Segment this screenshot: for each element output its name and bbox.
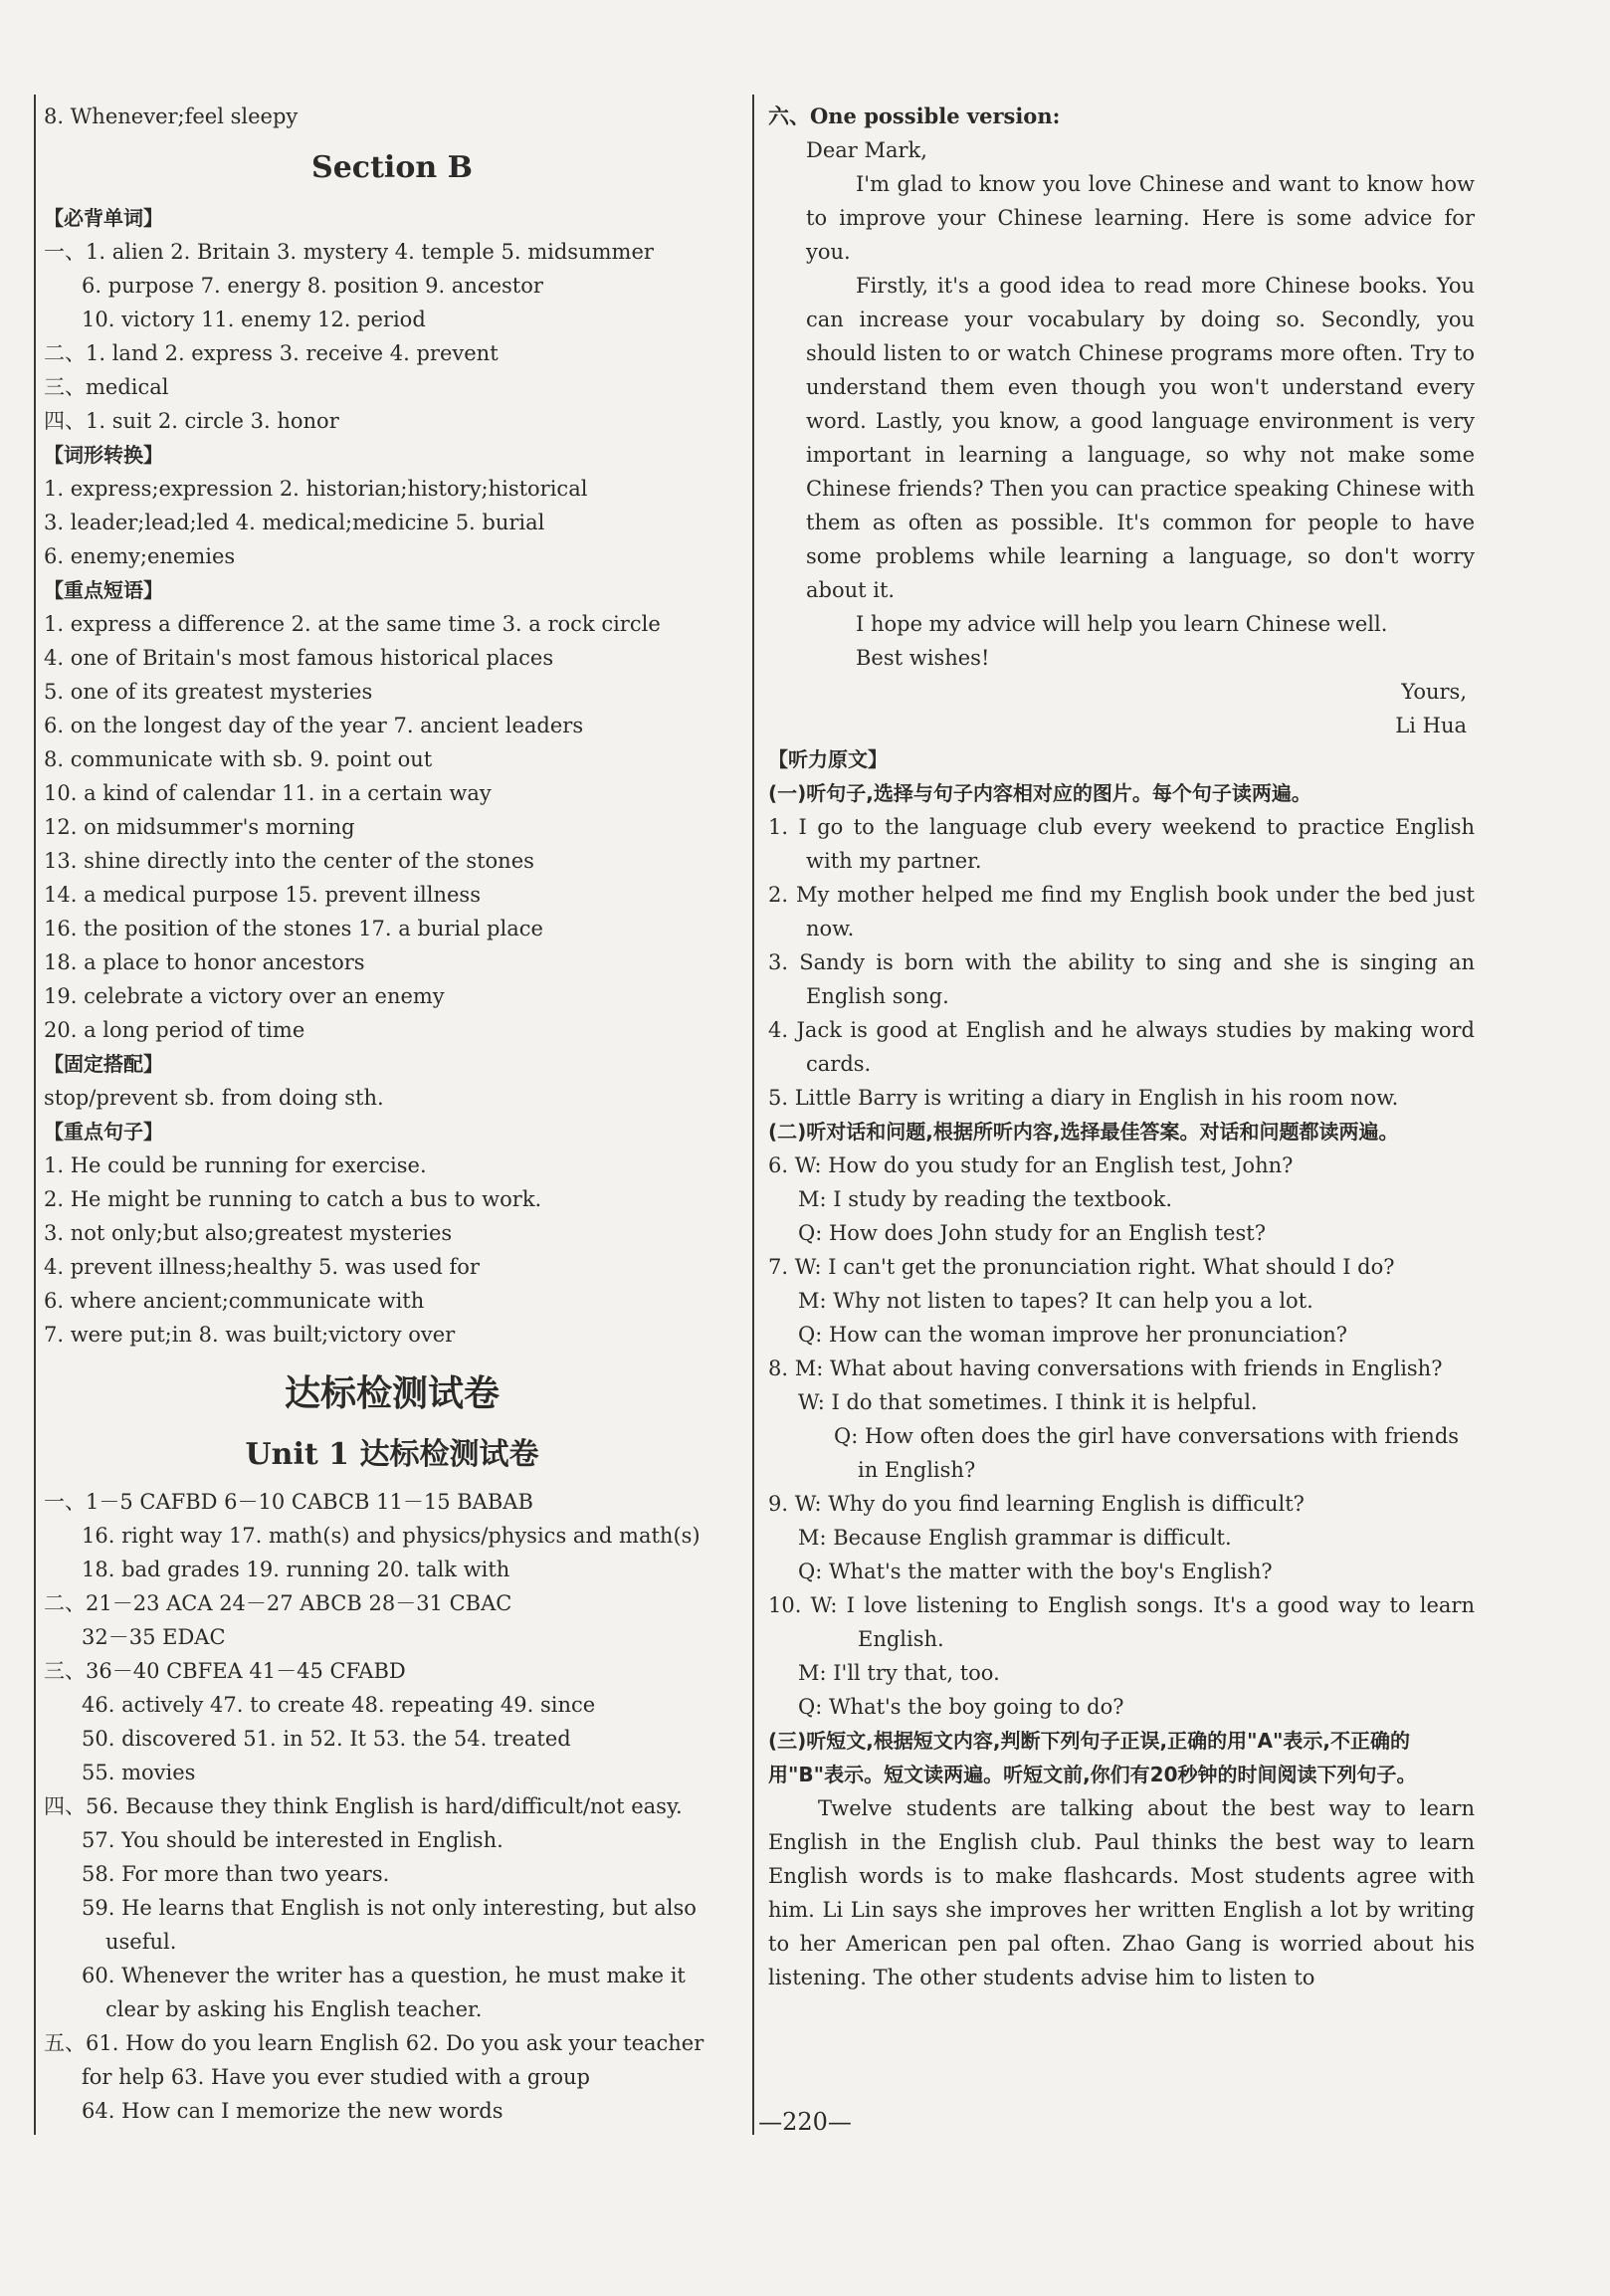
tag-word-forms: 【词形转换】 [44, 443, 163, 467]
section-b-heading: Section B [311, 150, 473, 185]
answer-line: 57. You should be interested in English. [82, 1828, 503, 1852]
listening-part1-instruction: (一)听句子,选择与句子内容相对应的图片。每个句子读两遍。 [768, 781, 1311, 805]
answer-line: 二、1. land 2. express 3. receive 4. prevent [44, 341, 499, 365]
listening-part3-instruction: (三)听短文,根据短文内容,判断下列句子正误,正确的用"A"表示,不正确的用"B"表示。短文读两遍。听短文前,你们有20秒钟的时间阅读下列句子。 [768, 1729, 1417, 1786]
listening-part2-instruction: (二)听对话和问题,根据所听内容,选择最佳答案。对话和问题都读两遍。 [768, 1120, 1399, 1144]
letter-paragraph: Firstly, it's a good idea to read more Chinese books. You can increase your vocabulary by doing so. Secondly, you should listen to or watch Chinese programs more often. Try to understand them even though you won't understand every word. Lastly, you know, a good language environment is very important in learning a language, so why not make some Chinese friends? Then you can practice speaking Chinese with them as often as possible. It's common for people to have some problems while learning a language, so don't worry about it. [806, 274, 1475, 602]
tag-must-words: 【必背单词】 [44, 206, 163, 230]
dialogue-line: 8. M: What about having conversations with friends in English? [768, 1357, 1443, 1380]
answer-line: 6. purpose 7. energy 8. position 9. ancestor [82, 274, 543, 298]
answer-line: 8. Whenever;feel sleepy [44, 104, 299, 128]
dialogue-line: 9. W: Why do you find learning English is difficult? [768, 1492, 1305, 1516]
answer-line: 三、medical [44, 375, 169, 399]
answer-line: 8. communicate with sb. 9. point out [44, 747, 433, 771]
unit-test-title: Unit 1 达标检测试卷 [245, 1437, 539, 1472]
letter-yours: Yours, [1401, 680, 1467, 704]
tag-key-phrases: 【重点短语】 [44, 578, 163, 602]
right-column [768, 100, 1475, 1994]
dialogue-line: M: I'll try that, too. [798, 1661, 1000, 1685]
dialogue-line: Q: How often does the girl have conversations with friends in English? [834, 1424, 1460, 1482]
left-column [44, 100, 740, 2128]
dialogue-line: Q: What's the boy going to do? [798, 1695, 1124, 1719]
answer-line: 59. He learns that English is not only interesting, but also useful. [82, 1896, 697, 1954]
answer-line: 58. For more than two years. [82, 1862, 390, 1886]
listening-passage: Twelve students are talking about the best way to learn English in the English club. Paul thinks the best way to learn English words is to make flashcards. Most students agree with him. Li Lin says she improves her written English a lot by writing to her American pen pal often. Zhao Gang is worried about his listening. The other students advise him to listen to [768, 1796, 1475, 1989]
dialogue-line: 7. W: I can't get the pronunciation right. What should I do? [768, 1255, 1395, 1279]
answer-line: 一、1. alien 2. Britain 3. mystery 4. temple 5. midsummer [44, 240, 654, 264]
dialogue-line: 10. W: I love listening to English songs. It's a good way to learn English. [768, 1593, 1475, 1651]
answer-line: 10. victory 11. enemy 12. period [82, 308, 426, 331]
answer-line: 3. leader;lead;led 4. medical;medicine 5. burial [44, 511, 545, 534]
letter-paragraph: I hope my advice will help you learn Chinese well. [856, 612, 1388, 636]
dialogue-line: Q: How does John study for an English test? [798, 1221, 1266, 1245]
letter-greeting: Dear Mark, [806, 138, 927, 162]
listening-sentence: 5. Little Barry is writing a diary in English in his room now. [768, 1086, 1399, 1110]
answer-line: 6. enemy;enemies [44, 544, 236, 568]
dialogue-8 [768, 1352, 1475, 1487]
answer-line: 四、56. Because they think English is hard/difficult/not easy. [44, 1794, 683, 1818]
answer-line: 三、36－40 CBFEA 41－45 CFABD [44, 1659, 406, 1683]
answer-line: 18. bad grades 19. running 20. talk with [82, 1558, 510, 1581]
answer-line: 1. He could be running for exercise. [44, 1153, 427, 1177]
page-number: —220— [758, 2108, 852, 2136]
listening-sentence: 3. Sandy is born with the ability to sing and she is singing an English song. [768, 950, 1475, 1008]
answer-line: 4. prevent illness;healthy 5. was used for [44, 1255, 480, 1279]
letter-closing: Best wishes! [856, 646, 990, 670]
column-divider [752, 95, 754, 2135]
answer-line: 3. not only;but also;greatest mysteries [44, 1221, 453, 1245]
answer-line: 55. movies [82, 1761, 196, 1784]
answer-line: stop/prevent sb. from doing sth. [44, 1086, 384, 1110]
answer-line: 5. one of its greatest mysteries [44, 680, 373, 704]
listening-sentence: 1. I go to the language club every weekend to practice English with my partner. [768, 815, 1475, 873]
answer-line: 60. Whenever the writer has a question, he must make it clear by asking his English teacher. [82, 1964, 686, 2021]
dialogue-line: M: Why not listen to tapes? It can help you a lot. [798, 1289, 1313, 1313]
answer-line: 1. express;expression 2. historian;history;historical [44, 477, 588, 501]
answer-line: 10. a kind of calendar 11. in a certain way [44, 781, 492, 805]
answer-line: 2. He might be running to catch a bus to work. [44, 1187, 542, 1211]
answer-line: 19. celebrate a victory over an enemy [44, 984, 445, 1008]
answer-line: 一、1－5 CAFBD 6－10 CABCB 11－15 BABAB [44, 1490, 533, 1514]
answer-line: 32－35 EDAC [82, 1625, 226, 1649]
dialogue-10 [768, 1588, 1475, 1724]
answer-line: 64. How can I memorize the new words [82, 2099, 503, 2123]
version-title: 六、One possible version: [768, 104, 1061, 128]
answer-line: 二、21－23 ACA 24－27 ABCB 28－31 CBAC [44, 1591, 512, 1615]
answer-line: 四、1. suit 2. circle 3. honor [44, 409, 339, 433]
answer-line: 7. were put;in 8. was built;victory over [44, 1323, 456, 1347]
dialogue-line: W: I do that sometimes. I think it is helpful. [798, 1390, 1258, 1414]
answer-line: 1. express a difference 2. at the same time 3. a rock circle [44, 612, 661, 636]
answer-line: 20. a long period of time [44, 1018, 305, 1042]
answer-line: 6. where ancient;communicate with [44, 1289, 425, 1313]
dialogue-line: Q: How can the woman improve her pronunciation? [798, 1323, 1348, 1347]
answer-line: 4. one of Britain's most famous historical places [44, 646, 554, 670]
dialogue-line: Q: What's the matter with the boy's English? [798, 1560, 1273, 1583]
answer-line: 46. actively 47. to create 48. repeating 49. since [82, 1693, 596, 1717]
letter-signature: Li Hua [1395, 714, 1467, 737]
tag-key-sentences: 【重点句子】 [44, 1120, 163, 1144]
answer-line: 12. on midsummer's morning [44, 815, 355, 839]
left-margin-rule [34, 95, 36, 2135]
listening-sentence: 2. My mother helped me find my English book under the bed just now. [768, 883, 1475, 940]
test-paper-title: 达标检测试卷 [284, 1372, 500, 1414]
dialogue-line: M: Because English grammar is difficult. [798, 1526, 1232, 1550]
tag-fixed-collocation: 【固定搭配】 [44, 1052, 163, 1076]
answer-line: 13. shine directly into the center of the stones [44, 849, 534, 873]
answer-line: 16. the position of the stones 17. a burial place [44, 917, 543, 940]
answer-line: 50. discovered 51. in 52. It 53. the 54. treated [82, 1727, 571, 1751]
answer-line: 16. right way 17. math(s) and physics/physics and math(s) [82, 1524, 701, 1548]
dialogue-line: 6. W: How do you study for an English test, John? [768, 1153, 1294, 1177]
dialogue-6 [768, 1148, 1475, 1250]
dialogue-7 [768, 1250, 1475, 1352]
answer-line: 五、61. How do you learn English 62. Do you ask your teacher for help 63. Have you ever studied with a group [44, 2031, 704, 2089]
tag-listening-script: 【听力原文】 [768, 747, 888, 771]
dialogue-line: M: I study by reading the textbook. [798, 1187, 1173, 1211]
answer-line: 14. a medical purpose 15. prevent illness [44, 883, 481, 907]
listening-sentence: 4. Jack is good at English and he always studies by making word cards. [768, 1018, 1475, 1076]
dialogue-9 [768, 1487, 1475, 1588]
answer-line: 18. a place to honor ancestors [44, 950, 365, 974]
answer-line: 6. on the longest day of the year 7. ancient leaders [44, 714, 584, 737]
letter-paragraph: I'm glad to know you love Chinese and want to know how to improve your Chinese learning. Here is some advice for you. [806, 172, 1475, 264]
